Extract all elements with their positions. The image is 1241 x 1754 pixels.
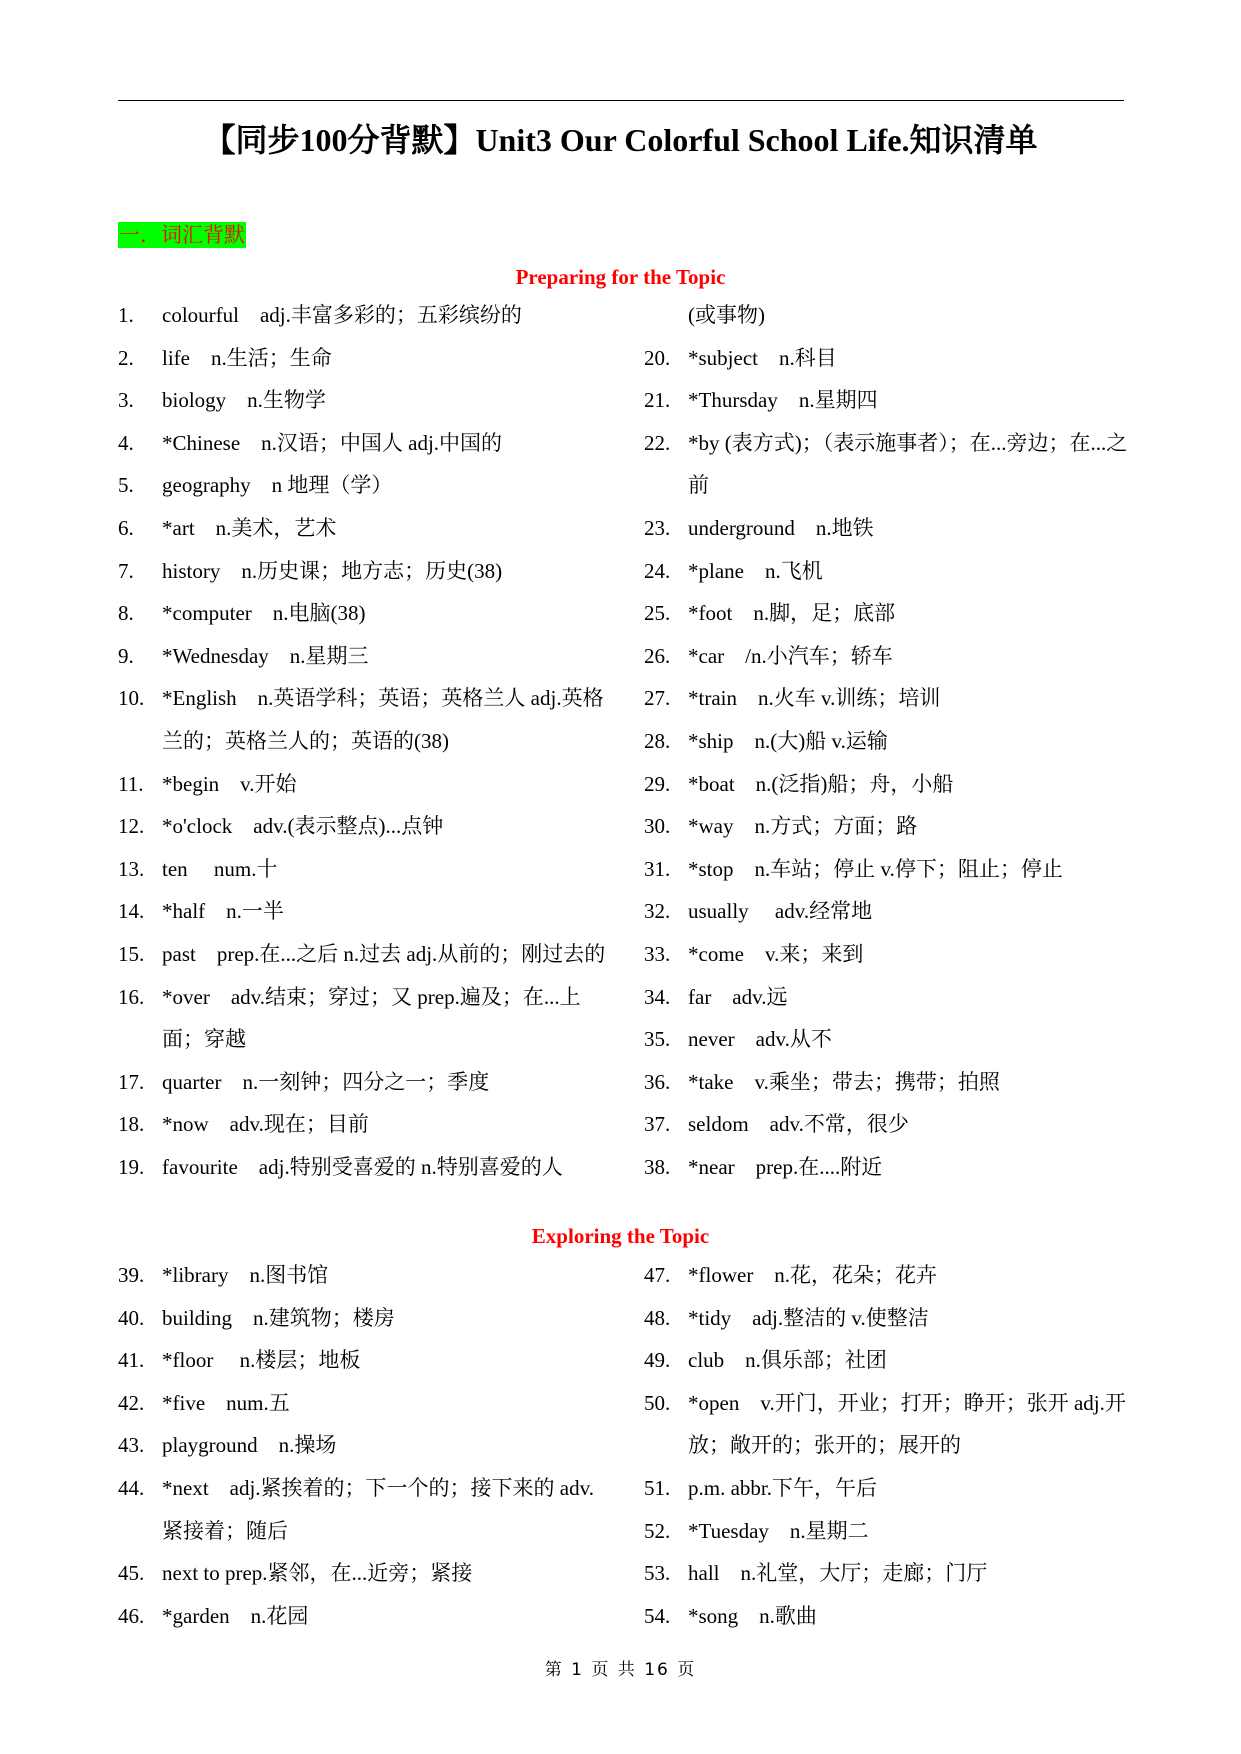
vocab-item: [118, 1467, 608, 1552]
vocab-number: 9.: [118, 643, 134, 668]
vocab-number: 6.: [118, 515, 134, 540]
vocab-item: [644, 379, 1129, 422]
vocab-entry: *song n.歌曲: [688, 1603, 817, 1628]
vocab-entry: seldom adv.不常，很少: [688, 1112, 909, 1137]
vocab-entry: life n.生活；生命: [162, 345, 332, 370]
vocab-number: 8.: [118, 601, 134, 626]
vocab-item: [644, 1061, 1129, 1104]
vocab-item: [644, 933, 1129, 976]
vocab-entry: club n.俱乐部；社团: [688, 1348, 887, 1373]
vocab-item: [644, 1467, 1129, 1510]
vocab-number: 22.: [644, 430, 671, 455]
vocab-number: 45.: [118, 1561, 145, 1586]
vocab-entry: *Tuesday n.星期二: [688, 1518, 869, 1543]
vocab-number: 24.: [644, 558, 671, 583]
vocab-item: [644, 1595, 1129, 1638]
vocab-number: 39.: [118, 1263, 145, 1287]
vocab-number: 46.: [118, 1603, 145, 1628]
vocab-item: [644, 890, 1129, 933]
vocab-entry: *library n.图书馆: [162, 1263, 329, 1287]
vocab-number: 16.: [118, 984, 145, 1009]
vocab-item: [118, 379, 608, 422]
vocab-entry: *half n.一半: [162, 899, 284, 924]
vocab-number: 4.: [118, 430, 134, 455]
vocab-item: [644, 1552, 1129, 1595]
vocab-entry: playground n.操场: [162, 1433, 337, 1458]
vocab-entry: geography n 地理（学）: [162, 473, 393, 498]
vocab-number: 35.: [644, 1027, 671, 1052]
vocab-entry: *take v.乘坐；带去；携带；拍照: [688, 1069, 1000, 1094]
vocab-entry: *way n.方式；方面；路: [688, 814, 918, 839]
vocab-item: [118, 592, 608, 635]
vocab-number: 29.: [644, 771, 671, 796]
vocab-number: 3.: [118, 388, 134, 413]
vocab-entry: *open v.开门，开业；打开；睁开；张开 adj.开放；敞开的；张开的；展开的: [688, 1390, 1126, 1458]
vocab-entry: past prep.在...之后 n.过去 adj.从前的；刚过去的: [162, 941, 606, 966]
vocab-item: [118, 1297, 608, 1340]
vocab-entry: *plane n.飞机: [688, 558, 823, 583]
vocab-number: 47.: [644, 1263, 671, 1287]
vocab-number: 11.: [118, 771, 144, 796]
vocab-entry: *Wednesday n.星期三: [162, 643, 369, 668]
page-title: 【同步100分背默】Unit3 Our Colorful School Life.知识清单: [203, 122, 1038, 158]
vocab-number: 42.: [118, 1390, 145, 1415]
vocab-item: [118, 1382, 608, 1425]
vocab-entry: *o'clock adv.(表示整点)...点钟: [162, 814, 444, 839]
vocab-number: 43.: [118, 1433, 145, 1458]
subheading-exploring: Exploring the Topic: [531, 1224, 710, 1248]
vocab-item: [644, 763, 1129, 806]
vocab-entry: *Thursday n.星期四: [688, 388, 878, 413]
vocab-entry: biology n.生物学: [162, 388, 326, 413]
exploring-right-column: [644, 1254, 1129, 1637]
vocab-entry: building n.建筑物；楼房: [162, 1305, 395, 1330]
vocab-item: [644, 592, 1129, 635]
vocab-item: [118, 294, 608, 337]
vocab-number: 17.: [118, 1069, 145, 1094]
vocab-item: [644, 337, 1129, 380]
vocab-entry: *tidy adj.整洁的 v.使整洁: [688, 1305, 929, 1330]
vocab-number: 54.: [644, 1603, 671, 1628]
vocab-number: 18.: [118, 1112, 145, 1137]
vocab-item: [118, 848, 608, 891]
vocab-item: [118, 1339, 608, 1382]
vocab-number: 30.: [644, 814, 671, 839]
vocab-entry: *by (表方式)；（表示施事者）；在...旁边；在...之前: [688, 430, 1128, 498]
vocab-entry: usually adv.经常地: [688, 899, 873, 924]
vocab-entry: *train n.火车 v.训练；培训: [688, 686, 941, 711]
vocab-entry: *floor n.楼层；地板: [162, 1348, 361, 1373]
vocab-number: 2.: [118, 345, 134, 370]
vocab-number: 40.: [118, 1305, 145, 1330]
vocab-item: [118, 422, 608, 465]
vocab-number: 21.: [644, 388, 671, 413]
vocab-item: [644, 1103, 1129, 1146]
vocab-item: [644, 976, 1129, 1019]
vocab-entry: *near prep.在....附近: [688, 1154, 883, 1179]
vocab-number: 19.: [118, 1154, 145, 1179]
vocab-number: 33.: [644, 941, 671, 966]
vocab-entry: underground n.地铁: [688, 515, 874, 540]
vocab-entry: *subject n.科目: [688, 345, 837, 370]
vocab-entry: history n.历史课；地方志；历史(38): [162, 558, 503, 583]
vocab-item: [118, 1103, 608, 1146]
vocab-item: [118, 1552, 608, 1595]
vocab-item: [118, 976, 608, 1061]
vocab-entry: *begin v.开始: [162, 771, 297, 796]
vocab-item: [118, 677, 608, 762]
vocab-item: [644, 507, 1129, 550]
vocab-item: [118, 890, 608, 933]
vocab-item: [644, 1018, 1129, 1061]
vocab-entry: *computer n.电脑(38): [162, 601, 366, 626]
vocab-item: [118, 464, 608, 507]
header-rule: [118, 100, 1124, 101]
vocab-entry: *art n.美术，艺术: [162, 515, 337, 540]
vocab-entry: far adv.远: [688, 984, 788, 1009]
vocab-entry: favourite adj.特别受喜爱的 n.特别喜爱的人: [162, 1154, 563, 1179]
vocab-item: [644, 848, 1129, 891]
vocab-entry: *next adj.紧挨着的；下一个的；接下来的 adv.紧接着；随后: [162, 1475, 595, 1543]
vocab-item: [118, 1424, 608, 1467]
vocab-number: 25.: [644, 601, 671, 626]
vocab-item: [118, 1595, 608, 1638]
vocab-number: 1.: [118, 303, 134, 327]
vocab-entry: next to prep.紧邻，在...近旁；紧接: [162, 1561, 473, 1586]
vocab-item: [118, 763, 608, 806]
preparing-left-column: [118, 294, 608, 1188]
vocab-number: 48.: [644, 1305, 671, 1330]
vocab-number: 50.: [644, 1390, 671, 1415]
vocab-item: [118, 635, 608, 678]
exploring-left-column: [118, 1254, 608, 1637]
vocab-entry: colourful adj.丰富多彩的；五彩缤纷的: [162, 303, 522, 327]
vocab-number: 31.: [644, 856, 671, 881]
vocab-item: [644, 294, 1129, 337]
vocab-item: [118, 933, 608, 976]
vocab-entry: *stop n.车站；停止 v.停下；阻止；停止: [688, 856, 1063, 881]
page-footer: 第 1 页 共 16 页: [544, 1660, 697, 1680]
vocab-number: 27.: [644, 686, 671, 711]
vocab-entry: ten num.十: [162, 856, 278, 881]
vocab-number: 38.: [644, 1154, 671, 1179]
vocab-number: 49.: [644, 1348, 671, 1373]
vocab-entry: *over adv.结束；穿过；又 prep.遍及；在...上面；穿越: [162, 984, 581, 1052]
section-heading-vocabulary: 一．词汇背默: [119, 223, 245, 247]
vocab-number: 26.: [644, 643, 671, 668]
vocab-number: [644, 294, 688, 337]
preparing-right-column: [644, 294, 1129, 1188]
vocab-entry: *foot n.脚，足；底部: [688, 601, 896, 626]
vocab-item: [118, 805, 608, 848]
vocab-item: [644, 677, 1129, 720]
vocab-number: 37.: [644, 1112, 671, 1137]
vocab-item: [644, 1297, 1129, 1340]
vocab-item: [644, 1146, 1129, 1189]
vocab-number: 20.: [644, 345, 671, 370]
vocab-number: 52.: [644, 1518, 671, 1543]
vocab-number: 53.: [644, 1561, 671, 1586]
vocab-number: 41.: [118, 1348, 145, 1373]
vocab-item: [118, 1061, 608, 1104]
vocab-number: 12.: [118, 814, 145, 839]
vocab-item: [644, 422, 1129, 507]
vocab-item: [644, 1254, 1129, 1297]
vocab-item: [644, 635, 1129, 678]
subheading-preparing: Preparing for the Topic: [515, 265, 726, 289]
vocab-entry: *flower n.花，花朵；花卉: [688, 1263, 938, 1287]
vocab-number: 5.: [118, 473, 134, 498]
vocab-number: 34.: [644, 984, 671, 1009]
vocab-item: [118, 507, 608, 550]
vocab-entry: *English n.英语学科；英语；英格兰人 adj.英格兰的；英格兰人的；英语的(38): [162, 686, 604, 753]
vocab-item: [644, 1339, 1129, 1382]
vocab-number: 13.: [118, 856, 145, 881]
vocab-number: 23.: [644, 515, 671, 540]
vocab-entry: *garden n.花园: [162, 1603, 309, 1628]
vocab-entry: *Chinese n.汉语；中国人 adj.中国的: [162, 430, 503, 455]
vocab-item: [644, 805, 1129, 848]
vocab-item: [644, 550, 1129, 593]
vocab-entry: *now adv.现在；目前: [162, 1112, 369, 1137]
vocab-item: [644, 720, 1129, 763]
vocab-item: [118, 337, 608, 380]
vocab-number: 7.: [118, 558, 134, 583]
vocab-item: [118, 1254, 608, 1297]
vocab-number: 32.: [644, 899, 671, 924]
vocab-item: [118, 550, 608, 593]
vocab-entry: *car /n.小汽车；轿车: [688, 643, 893, 668]
vocab-entry: (或事物): [688, 303, 765, 327]
vocab-number: 14.: [118, 899, 145, 924]
vocab-number: 28.: [644, 728, 671, 753]
vocab-entry: never adv.从不: [688, 1027, 832, 1052]
vocab-item: [644, 1510, 1129, 1553]
vocab-number: 36.: [644, 1069, 671, 1094]
vocab-number: 44.: [118, 1475, 145, 1500]
vocab-number: 51.: [644, 1475, 671, 1500]
vocab-entry: quarter n.一刻钟；四分之一；季度: [162, 1069, 490, 1094]
vocab-entry: hall n.礼堂，大厅；走廊；门厅: [688, 1561, 988, 1586]
vocab-item: [644, 1382, 1129, 1467]
vocab-entry: *ship n.(大)船 v.运输: [688, 728, 888, 753]
vocab-entry: *come v.来；来到: [688, 941, 864, 966]
vocab-number: 10.: [118, 686, 145, 711]
vocab-entry: *five num.五: [162, 1390, 290, 1415]
vocab-number: 15.: [118, 941, 145, 966]
vocab-item: [118, 1146, 608, 1189]
vocab-entry: p.m. abbr.下午，午后: [688, 1475, 877, 1500]
vocab-entry: *boat n.(泛指)船；舟，小船: [688, 771, 954, 796]
